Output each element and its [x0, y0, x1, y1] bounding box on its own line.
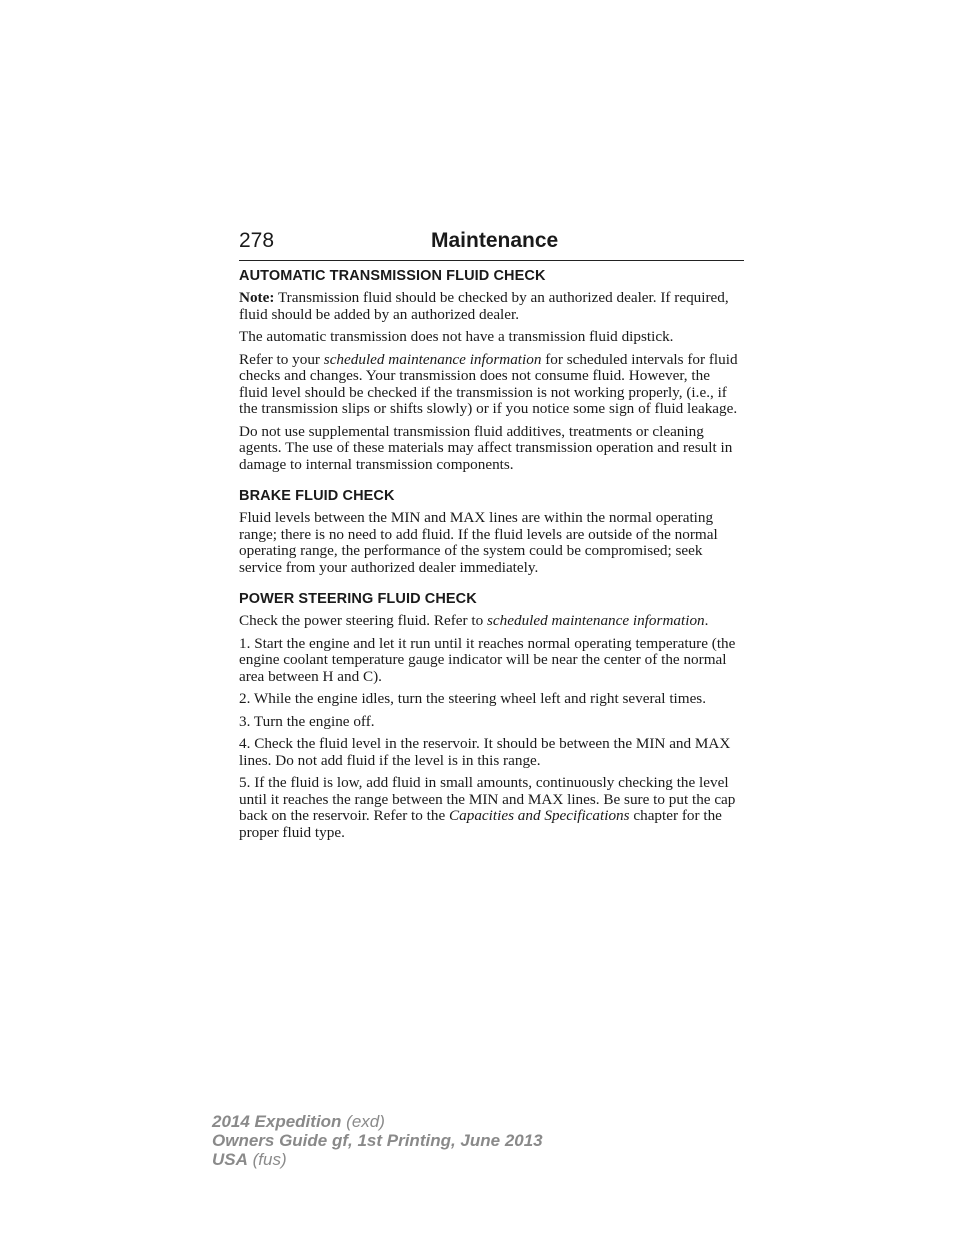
- transmission-paragraph-2: The automatic transmission does not have a transmission fluid dipstick.: [239, 328, 674, 345]
- text-span: Check the power steering fluid. Refer to: [239, 612, 487, 629]
- footer-line-1: [212, 1112, 543, 1131]
- page-number: 278: [239, 229, 275, 252]
- chapter-title: Maintenance: [431, 229, 559, 252]
- note-label: Note:: [239, 289, 275, 306]
- text-span: .: [704, 612, 709, 629]
- transmission-note: [239, 290, 739, 323]
- section-heading-brake: BRAKE FLUID CHECK: [239, 488, 395, 504]
- steering-step-5: [239, 775, 739, 841]
- footer-model: 2014 Expedition: [212, 1112, 342, 1131]
- page-footer: [212, 1112, 543, 1169]
- text-span: Refer to your: [239, 350, 324, 368]
- reference-italic: Capacities and Specifications: [449, 807, 630, 824]
- footer-model-code: (exd): [341, 1112, 385, 1131]
- footer-market-code: (fus): [247, 1150, 287, 1169]
- text-span: for scheduled intervals for fluid checks and changes. Your transmission does not consume fluid. However, the fluid level should be checked if the transmission is not working properly, (i.e., if the transmission slips or shifts slowly) or if you notice some sign of fluid leakage.: [239, 350, 738, 417]
- reference-italic: scheduled maintenance information: [486, 612, 705, 629]
- steering-step-2: 2. While the engine idles, turn the steering wheel left and right several times.: [239, 690, 707, 707]
- footer-line-2: [212, 1131, 543, 1150]
- transmission-paragraph-4: Do not use supplemental transmission fluid additives, treatments or cleaning agents. The use of these materials may affect transmission operation and result in damage to internal transmission components.: [239, 422, 733, 473]
- brake-paragraph-1: Fluid levels between the MIN and MAX lines are within the normal operating range; there is no need to add fluid. If the fluid levels are outside of the normal operating range, the performance of the system could be compromised; seek service from your authorized dealer immediately.: [239, 509, 718, 576]
- steering-step-1: 1. Start the engine and let it run until it reaches normal operating temperature (the engine coolant temperature gauge indicator will be near the center of the normal area between H and C).: [239, 634, 736, 685]
- footer-printing: Owners Guide gf, 1st Printing, June 2013: [212, 1131, 543, 1150]
- footer-market: USA: [212, 1150, 248, 1169]
- steering-step-4: 4. Check the fluid level in the reservoir. It should be between the MIN and MAX lines. Do not add fluid if the level is in this range.: [239, 735, 731, 769]
- transmission-paragraph-3: [239, 352, 739, 418]
- text-span: chapter for the proper fluid type.: [239, 807, 722, 841]
- reference-italic: scheduled maintenance information: [323, 350, 542, 368]
- footer-line-3: [212, 1150, 543, 1169]
- note-text: Transmission fluid should be checked by an authorized dealer. If required, fluid should be added by an authorized dealer.: [239, 289, 729, 323]
- section-heading-steering: POWER STEERING FLUID CHECK: [239, 591, 477, 607]
- page-header: [239, 228, 744, 261]
- section-heading-transmission: AUTOMATIC TRANSMISSION FLUID CHECK: [239, 268, 546, 284]
- text-span: 5. If the fluid is low, add fluid in small amounts, continuously checking the level until it reaches the range between the MIN and MAX lines. Be sure to put the cap back on the reservoir. Refer to the: [239, 774, 736, 824]
- steering-paragraph-1: [239, 613, 739, 630]
- steering-step-3: 3. Turn the engine off.: [239, 712, 375, 730]
- page-content: [239, 267, 739, 847]
